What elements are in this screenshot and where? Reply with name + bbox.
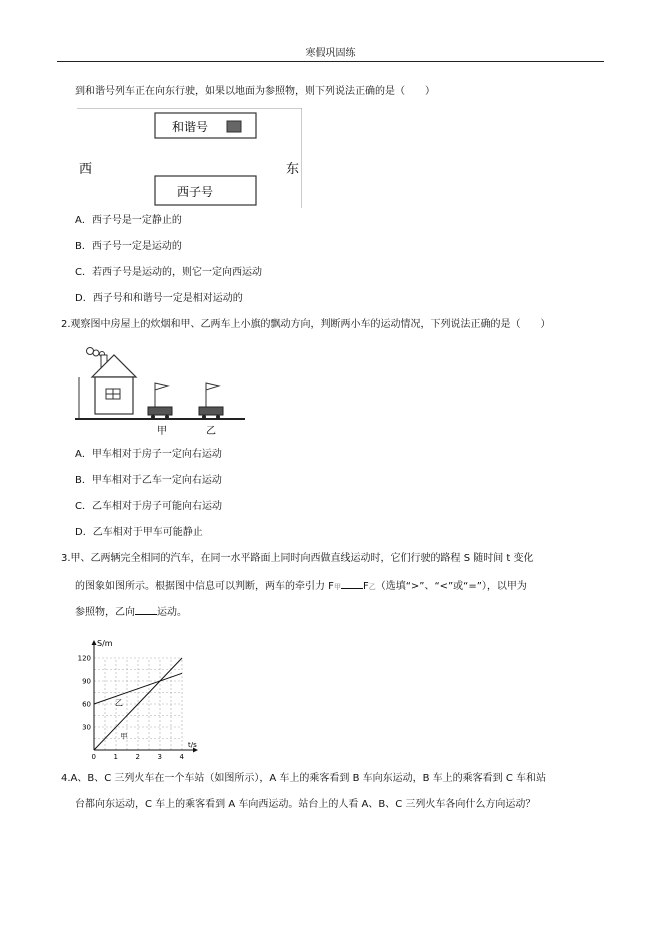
q2-option-a: A．甲车相对于房子一定向右运动: [75, 449, 222, 460]
q2-car-jia-label: 甲: [157, 426, 167, 437]
q3-blank-1[interactable]: [341, 578, 363, 589]
q1-option-b: B．西子号一定是运动的: [75, 241, 182, 252]
q3-line2-text-a: 的图象如图所示。根据图中信息可以判断，两车的牵引力 F: [75, 581, 334, 592]
q3-sub-yi: 乙: [368, 583, 376, 591]
q3-line1: 3.甲、乙两辆完全相同的汽车，在同一水平路面上同时向西做直线运动时，它们行驶的路程 S 随时间 t 变化: [61, 553, 534, 564]
q3-line2: [75, 578, 527, 594]
q1-east-label: 东: [286, 162, 300, 177]
x-tick-label: 1: [113, 753, 118, 761]
x-tick-label: 4: [179, 753, 184, 761]
q3-line2-text-c: （选填“>”、“<”或“=”），以甲为: [375, 581, 527, 592]
q1-west-label: 西: [79, 162, 93, 177]
x-tick-label: 3: [157, 753, 162, 761]
q2-figure: [75, 343, 250, 438]
q4-line1: 4.A、B、C 三列火车在一个车站（如图所示），A 车上的乘客看到 B 车向东运动，B 车上的乘客看到 C 车和站: [61, 773, 547, 784]
q3-line3: [75, 604, 187, 620]
page-header: 寒假巩固练: [305, 48, 356, 59]
y-tick-label: 120: [77, 654, 91, 663]
q1-option-a: A．西子号是一定静止的: [75, 215, 182, 226]
q3-line2-text-b: F: [362, 581, 369, 592]
y-axis-label: S/m: [97, 639, 113, 648]
q1-stem: 到和谐号列车正在向东行驶，如果以地面为参照物，则下列说法正确的是（ ）: [75, 86, 435, 97]
q3-sub-jia: 甲: [333, 583, 341, 591]
q1-train-top-window: [227, 121, 241, 132]
header-rule: [57, 61, 604, 62]
q3-line3-text-a: 参照物，乙向: [75, 607, 135, 618]
q4-line2: 台都向东运动，C 车上的乘客看到 A 车向西运动。站台上的人看 A、B、C 三列火车各向什么方向运动？: [75, 799, 536, 810]
q2-option-c: C．乙车相对于房子可能向右运动: [75, 501, 222, 512]
q3-chart: [72, 628, 212, 768]
x-tick-label: 0: [91, 753, 96, 761]
series-label-yi: 乙: [114, 698, 123, 708]
y-tick-label: 60: [82, 700, 91, 709]
x-axis-label: t/s: [188, 741, 197, 749]
q1-option-c: C．若西子号是运动的，则它一定向西运动: [75, 267, 262, 278]
q1-train-bottom-label: 西子号: [177, 185, 214, 199]
q2-car-jia: [148, 407, 172, 415]
y-tick-label: 30: [82, 723, 91, 732]
x-tick-label: 2: [135, 753, 140, 761]
q2-option-b: B．甲车相对于乙车一定向右运动: [75, 475, 222, 486]
q2-house-roof: [92, 355, 136, 377]
q1-train-top-label: 和谐号: [172, 120, 209, 134]
q3-line3-text-b: 运动。: [157, 607, 187, 618]
q2-option-d: D．乙车相对于甲车可能静止: [75, 527, 203, 538]
q2-stem: 2.观察图中房屋上的炊烟和甲、乙两车上小旗的飘动方向，判断两小车的运动情况，下列说法正确的是（ ）: [61, 319, 551, 330]
q1-option-d: D．西子号和和谐号一定是相对运动的: [75, 293, 243, 304]
y-tick-label: 90: [82, 677, 91, 686]
q1-figure: [77, 108, 302, 208]
q2-car-yi-label: 乙: [206, 426, 216, 437]
q2-car-yi: [199, 407, 223, 415]
y-axis-arrow: [92, 640, 97, 645]
q3-blank-2[interactable]: [135, 604, 157, 615]
series-label-jia: 甲: [120, 732, 128, 741]
